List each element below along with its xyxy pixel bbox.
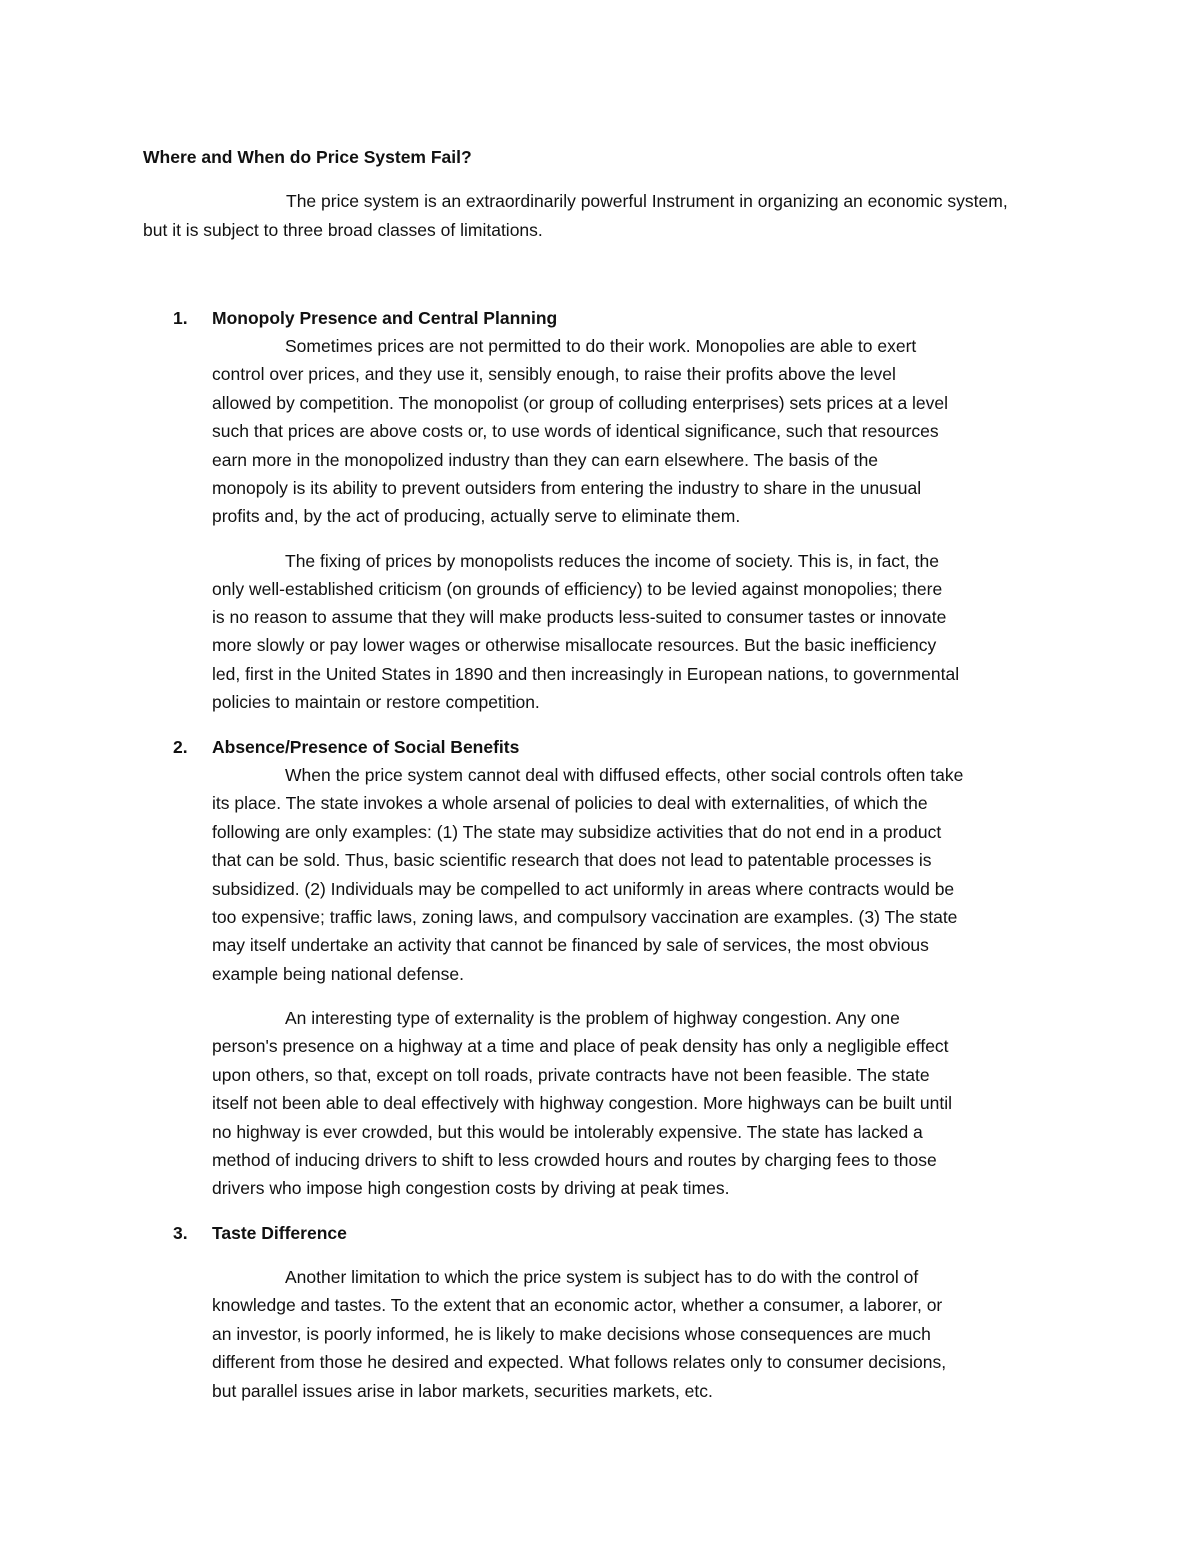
text-line: monopoly is its ability to prevent outsiders from entering the industry to share in the unusual (212, 478, 922, 498)
text-line: policies to maintain or restore competition. (212, 692, 540, 712)
text-line: method of inducing drivers to shift to less crowded hours and routes by charging fees to those (212, 1150, 937, 1170)
text-line: is no reason to assume that they will make products less-suited to consumer tastes or innovate (212, 607, 947, 627)
text-line: When the price system cannot deal with diffused effects, other social controls often take (285, 765, 964, 785)
text-line: its place. The state invokes a whole arsenal of policies to deal with externalities, of which the (212, 793, 928, 813)
text-line: led, first in the United States in 1890 and then increasingly in European nations, to governmental (212, 664, 960, 684)
text-line: drivers who impose high congestion costs by driving at peak times. (212, 1178, 730, 1198)
text-line: only well-established criticism (on grounds of efficiency) to be levied against monopolies; there (212, 579, 943, 599)
list-number: 3. (173, 1223, 188, 1243)
text-line: Sometimes prices are not permitted to do their work. Monopolies are able to exert (285, 336, 917, 356)
text-line: subsidized. (2) Individuals may be compelled to act uniformly in areas where contracts would be (212, 879, 955, 899)
text-line: knowledge and tastes. To the extent that an economic actor, whether a consumer, a laborer, or (212, 1295, 943, 1315)
text-line: no highway is ever crowded, but this would be intolerably expensive. The state has lacked a (212, 1122, 923, 1142)
text-line: upon others, so that, except on toll roads, private contracts have not been feasible. The state (212, 1065, 930, 1085)
text-line: too expensive; traffic laws, zoning laws, and compulsory vaccination are examples. (3) The state (212, 907, 958, 927)
list-number: 2. (173, 737, 188, 757)
text-line: allowed by competition. The monopolist (or group of colluding enterprises) sets prices at a level (212, 393, 949, 413)
text-line: The price system is an extraordinarily powerful Instrument in organizing an economic system, (286, 191, 1008, 211)
text-line: but it is subject to three broad classes of limitations. (143, 220, 543, 240)
document-title: Where and When do Price System Fail? (143, 147, 472, 167)
text-line: control over prices, and they use it, sensibly enough, to raise their profits above the level (212, 364, 896, 384)
text-line: person's presence on a highway at a time and place of peak density has only a negligible effect (212, 1036, 949, 1056)
text-line: different from those he desired and expected. What follows relates only to consumer decisions, (212, 1352, 947, 1372)
text-line: that can be sold. Thus, basic scientific research that does not lead to patentable processes is (212, 850, 932, 870)
section-heading: Absence/Presence of Social Benefits (212, 737, 520, 757)
text-line: but parallel issues arise in labor markets, securities markets, etc. (212, 1381, 713, 1401)
section-heading: Monopoly Presence and Central Planning (212, 308, 558, 328)
text-line: profits and, by the act of producing, actually serve to eliminate them. (212, 506, 741, 526)
text-line: more slowly or pay lower wages or otherwise misallocate resources. But the basic inefficiency (212, 635, 937, 655)
section-heading: Taste Difference (212, 1223, 347, 1243)
text-line: such that prices are above costs or, to use words of identical significance, such that resources (212, 421, 939, 441)
text-line: an investor, is poorly informed, he is likely to make decisions whose consequences are much (212, 1324, 931, 1344)
text-line: earn more in the monopolized industry than they can earn elsewhere. The basis of the (212, 450, 879, 470)
text-line: itself not been able to deal effectively with highway congestion. More highways can be built until (212, 1093, 952, 1113)
text-line: following are only examples: (1) The state may subsidize activities that do not end in a product (212, 822, 942, 842)
text-line: example being national defense. (212, 964, 464, 984)
text-line: An interesting type of externality is the problem of highway congestion. Any one (285, 1008, 900, 1028)
text-line: The fixing of prices by monopolists reduces the income of society. This is, in fact, the (285, 551, 939, 571)
list-number: 1. (173, 308, 188, 328)
text-line: Another limitation to which the price system is subject has to do with the control of (285, 1267, 919, 1287)
text-line: may itself undertake an activity that cannot be financed by sale of services, the most obvious (212, 935, 929, 955)
